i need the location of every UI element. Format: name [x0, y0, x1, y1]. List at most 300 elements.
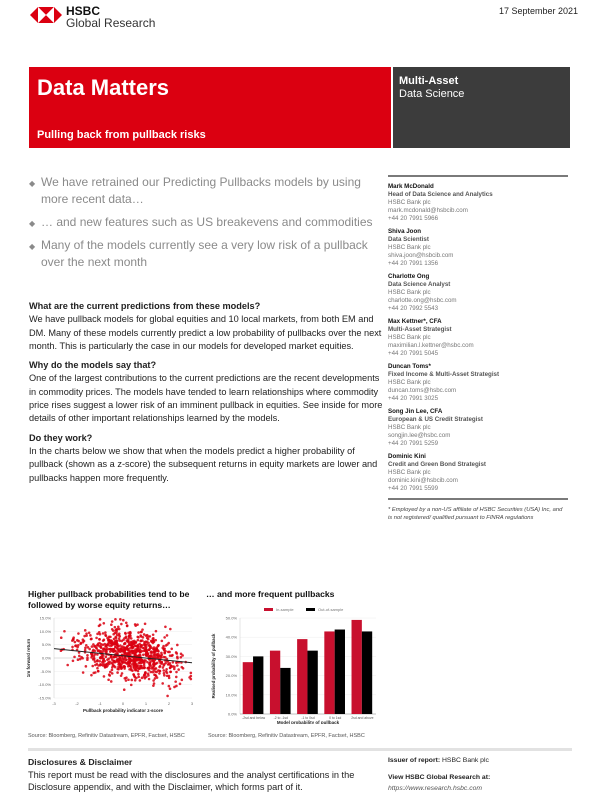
- y-tick-label: 10.0%: [225, 692, 237, 698]
- scatter-point: [139, 679, 142, 682]
- view-research-label: View HSBC Global Research at:: [388, 774, 491, 781]
- report-title: Data Matters: [37, 75, 170, 100]
- scatter-point: [175, 676, 178, 679]
- x-tick-label: 2sd and above: [351, 716, 374, 720]
- scatter-point: [118, 628, 121, 631]
- scatter-point: [152, 651, 155, 654]
- scatter-point: [99, 633, 102, 636]
- y-tick-label: 5.0%: [41, 642, 51, 648]
- scatter-point: [98, 638, 101, 641]
- analyst-sidebar: [388, 175, 568, 522]
- bar-out-of-sample: [335, 630, 345, 714]
- scatter-point: [135, 677, 138, 680]
- scatter-point: [159, 665, 162, 668]
- scatter-point: [88, 648, 91, 651]
- scatter-point: [175, 671, 178, 674]
- analyst-email-link[interactable]: charlotte.ong@hsbc.com: [388, 297, 457, 304]
- scatter-point: [167, 651, 170, 654]
- y-tick-label: 20.0%: [225, 673, 237, 679]
- analyst-card: [388, 183, 568, 223]
- scatter-point: [152, 662, 155, 665]
- scatter-point: [131, 645, 134, 648]
- scatter-point: [141, 647, 144, 650]
- scatter-point: [105, 655, 108, 658]
- scatter-point: [123, 688, 126, 691]
- scatter-point: [131, 669, 134, 672]
- brand-subtitle: Global Research: [66, 16, 156, 30]
- scatter-point: [120, 623, 123, 626]
- scatter-point: [71, 639, 74, 642]
- analyst-company: HSBC Bank plc: [388, 334, 431, 341]
- scatter-point: [114, 618, 117, 621]
- scatter-point: [102, 658, 105, 661]
- scatter-point: [148, 678, 151, 681]
- scatter-point: [125, 679, 128, 682]
- scatter-point: [128, 660, 131, 663]
- scatter-point: [103, 647, 106, 650]
- scatter-point: [133, 641, 136, 644]
- scatter-point: [60, 636, 63, 639]
- scatter-point: [111, 669, 114, 672]
- analyst-phone: +44 20 7991 1356: [388, 260, 439, 267]
- analyst-role: Multi-Asset Strategist: [388, 326, 452, 333]
- scatter-point: [136, 649, 139, 652]
- diamond-bullet-icon: ◆: [29, 242, 36, 251]
- scatter-point: [111, 642, 114, 645]
- legend-swatch: [264, 608, 273, 611]
- section-heading: What are the current predictions from these models?: [29, 301, 261, 311]
- scatter-point: [79, 658, 82, 661]
- scatter-point: [148, 648, 151, 651]
- analyst-card: [388, 318, 568, 358]
- brand-name: HSBC: [66, 4, 101, 18]
- scatter-point: [137, 676, 140, 679]
- scatter-point: [164, 625, 167, 628]
- scatter-point: [85, 665, 88, 668]
- scatter-point: [88, 631, 91, 634]
- scatter-point: [179, 683, 182, 686]
- y-tick-label: 0.0%: [227, 711, 237, 717]
- y-tick-label: -5.0%: [40, 668, 51, 674]
- scatter-point: [83, 635, 86, 638]
- scatter-point: [156, 662, 159, 665]
- scatter-point: [147, 672, 150, 675]
- bar-out-of-sample: [307, 651, 317, 714]
- scatter-point: [111, 620, 114, 623]
- bar-out-of-sample: [280, 668, 290, 714]
- scatter-point: [137, 636, 140, 639]
- analyst-name: Max Kettner*, CFA: [388, 318, 442, 325]
- analyst-company: HSBC Bank plc: [388, 424, 431, 431]
- scatter-point: [81, 657, 84, 660]
- scatter-point: [155, 667, 158, 670]
- research-url-link[interactable]: https://www.research.hsbc.com: [388, 785, 483, 792]
- scatter-chart: [22, 612, 197, 720]
- y-tick-label: 50.0%: [225, 615, 237, 621]
- scatter-point: [158, 670, 161, 673]
- divider: [388, 175, 568, 177]
- analyst-card: [388, 228, 568, 268]
- scatter-point: [93, 658, 96, 661]
- analyst-name: Song Jin Lee, CFA: [388, 408, 443, 415]
- scatter-point: [123, 665, 126, 668]
- scatter-point: [123, 667, 126, 670]
- scatter-point: [140, 631, 143, 634]
- scatter-point: [163, 663, 166, 666]
- scatter-point: [122, 619, 125, 622]
- category-label: Multi-Asset: [399, 75, 459, 87]
- analyst-phone: +44 20 7991 3025: [388, 395, 439, 402]
- scatter-point: [111, 666, 114, 669]
- scatter-point: [144, 622, 147, 625]
- bar-in-sample: [352, 620, 362, 714]
- scatter-point: [157, 644, 160, 647]
- key-point: ◆ … and new features such as US breakevens and commodities: [29, 214, 379, 231]
- report-subtitle: Pulling back from pullback risks: [37, 129, 206, 141]
- scatter-point: [120, 646, 123, 649]
- scatter-point: [86, 654, 89, 657]
- bar-in-sample: [243, 662, 253, 714]
- y-axis-label: 1m forward return: [26, 638, 31, 678]
- scatter-point: [109, 671, 112, 674]
- analyst-email-link[interactable]: dominic.kini@hsbcib.com: [388, 477, 458, 484]
- scatter-point: [97, 670, 100, 673]
- scatter-point: [152, 684, 155, 687]
- scatter-point: [82, 638, 85, 641]
- scatter-point: [85, 644, 88, 647]
- scatter-point: [130, 667, 133, 670]
- scatter-point: [99, 618, 102, 621]
- scatter-point: [115, 632, 118, 635]
- scatter-point: [157, 649, 160, 652]
- scatter-point: [190, 672, 193, 675]
- scatter-point: [74, 641, 77, 644]
- x-axis-label: Model probability of pullback: [276, 720, 340, 724]
- analyst-company: HSBC Bank plc: [388, 289, 431, 296]
- scatter-point: [176, 664, 179, 667]
- scatter-point: [102, 622, 105, 625]
- scatter-point: [116, 643, 119, 646]
- divider: [388, 498, 568, 500]
- analyst-role: Data Science Analyst: [388, 281, 451, 288]
- scatter-point: [155, 630, 158, 633]
- scatter-point: [123, 646, 126, 649]
- analyst-card: [388, 363, 568, 403]
- scatter-point: [71, 646, 74, 649]
- scatter-point: [96, 667, 99, 670]
- scatter-point: [107, 657, 110, 660]
- title-banner: [29, 67, 391, 148]
- diamond-bullet-icon: ◆: [29, 219, 36, 228]
- scatter-point: [146, 637, 149, 640]
- x-tick-label: -3: [52, 701, 56, 706]
- scatter-point: [94, 664, 97, 667]
- scatter-point: [101, 656, 104, 659]
- scatter-point: [137, 639, 140, 642]
- scatter-point: [166, 643, 169, 646]
- scatter-point: [161, 640, 164, 643]
- scatter-point: [95, 647, 98, 650]
- scatter-point: [102, 662, 105, 665]
- scatter-point: [162, 666, 165, 669]
- section-paragraph: One of the largest contributions to the current predictions are the recent developments in commodity prices. The models have tended to learn relationships where commodity price rises suggest a lower risk of an imminent pullback in equities. See inside for more details of other important relationships learned by the models.: [29, 373, 383, 424]
- scatter-point: [102, 643, 105, 646]
- scatter-point: [84, 629, 87, 632]
- scatter-point: [129, 665, 132, 668]
- scatter-point: [95, 637, 98, 640]
- scatter-point: [116, 668, 119, 671]
- scatter-point: [169, 628, 172, 631]
- scatter-point: [112, 650, 115, 653]
- scatter-point: [166, 674, 169, 677]
- analyst-phone: +44 20 7991 5966: [388, 215, 439, 222]
- scatter-point: [66, 664, 69, 667]
- scatter-point: [120, 650, 123, 653]
- scatter-point: [139, 634, 142, 637]
- bar-out-of-sample: [362, 631, 372, 714]
- x-axis-label: Pullback probability indicator z-score: [82, 708, 164, 713]
- scatter-point: [122, 657, 125, 660]
- scatter-point: [176, 657, 179, 660]
- scatter-point: [135, 657, 138, 660]
- scatter-point: [126, 624, 129, 627]
- scatter-point: [146, 661, 149, 664]
- scatter-point: [177, 668, 180, 671]
- scatter-point: [91, 645, 94, 648]
- scatter-point: [145, 676, 148, 679]
- scatter-point: [108, 641, 111, 644]
- scatter-point: [108, 660, 111, 663]
- scatter-point: [127, 632, 130, 635]
- x-tick-label: -2: [75, 701, 79, 706]
- scatter-point: [148, 667, 151, 670]
- analyst-email-link[interactable]: shiva.joon@hsbcib.com: [388, 252, 454, 259]
- scatter-point: [115, 628, 118, 631]
- analyst-card: [388, 453, 568, 493]
- scatter-point: [152, 669, 155, 672]
- scatter-point: [96, 659, 99, 662]
- scatter-point: [73, 656, 76, 659]
- scatter-point: [115, 636, 118, 639]
- y-tick-label: -10.0%: [38, 682, 51, 688]
- body-text: [29, 300, 385, 491]
- scatter-point: [103, 675, 106, 678]
- scatter-point: [126, 645, 129, 648]
- scatter-point: [102, 639, 105, 642]
- scatter-point: [118, 639, 121, 642]
- scatter-point: [182, 667, 185, 670]
- scatter-point: [165, 670, 168, 673]
- scatter-point: [112, 629, 115, 632]
- scatter-point: [78, 655, 81, 658]
- scatter-point: [90, 674, 93, 677]
- scatter-point: [123, 643, 126, 646]
- scatter-point: [152, 637, 155, 640]
- scatter-point: [129, 635, 132, 638]
- scatter-point: [154, 677, 157, 680]
- analyst-role: European & US Credit Strategist: [388, 416, 483, 423]
- scatter-point: [139, 645, 142, 648]
- analyst-company: HSBC Bank plc: [388, 244, 431, 251]
- scatter-point: [104, 631, 107, 634]
- scatter-point: [77, 632, 80, 635]
- analyst-card: [388, 273, 568, 313]
- scatter-point: [120, 666, 123, 669]
- y-axis-label: Realised probability of pullback: [211, 633, 216, 699]
- x-tick-label: -2sd and below: [242, 716, 266, 720]
- x-tick-label: 0: [121, 701, 125, 706]
- y-tick-label: -15.0%: [38, 695, 51, 701]
- scatter-point: [94, 671, 97, 674]
- x-tick-label: 1: [144, 701, 148, 706]
- scatter-point: [176, 644, 179, 647]
- scatter-point: [146, 634, 149, 637]
- analyst-email-link[interactable]: maximilian.l.kettner@hsbc.com: [388, 342, 474, 349]
- scatter-point: [114, 626, 117, 629]
- scatter-point: [150, 640, 153, 643]
- bar-chart: [204, 604, 384, 724]
- x-tick-label: -1 to 0sd: [301, 716, 315, 720]
- y-tick-label: 15.0%: [39, 615, 51, 621]
- category-banner: [393, 67, 570, 148]
- scatter-point: [169, 664, 172, 667]
- bar-chart-source: Source: Bloomberg, Refinitiv Datastream, EPFR, Factset, HSBC: [208, 733, 365, 739]
- scatter-point: [94, 645, 97, 648]
- bar-in-sample: [297, 639, 307, 714]
- diamond-bullet-icon: ◆: [29, 179, 36, 188]
- scatter-point: [188, 676, 191, 679]
- bar-out-of-sample: [253, 656, 263, 714]
- scatter-point: [153, 648, 156, 651]
- scatter-point: [109, 648, 112, 651]
- analyst-company: HSBC Bank plc: [388, 199, 431, 206]
- scatter-point: [89, 634, 92, 637]
- scatter-point: [167, 663, 170, 666]
- scatter-point: [162, 669, 165, 672]
- scatter-point: [110, 680, 113, 683]
- scatter-point: [163, 636, 166, 639]
- analyst-email-link[interactable]: duncan.toms@hsbc.com: [388, 387, 457, 394]
- scatter-point: [97, 664, 100, 667]
- scatter-point: [154, 655, 157, 658]
- scatter-point: [142, 636, 145, 639]
- analyst-name: Shiva Joon: [388, 228, 422, 235]
- scatter-point: [109, 650, 112, 653]
- scatter-point: [134, 660, 137, 663]
- scatter-point: [131, 643, 134, 646]
- scatter-point: [168, 677, 171, 680]
- scatter-point: [174, 680, 177, 683]
- x-tick-label: -1: [98, 701, 102, 706]
- scatter-point: [139, 662, 142, 665]
- scatter-point: [175, 685, 178, 688]
- scatter-point: [143, 633, 146, 636]
- scatter-point: [134, 664, 137, 667]
- scatter-point: [137, 673, 140, 676]
- scatter-point: [169, 687, 172, 690]
- scatter-point: [133, 675, 136, 678]
- scatter-point: [116, 659, 119, 662]
- hsbc-logo: [30, 4, 190, 34]
- analyst-company: HSBC Bank plc: [388, 379, 431, 386]
- scatter-point: [149, 655, 152, 658]
- key-point: ◆ Many of the models currently see a very low risk of a pullback over the next month: [29, 238, 368, 269]
- scatter-point: [106, 664, 109, 667]
- analyst-name: Duncan Toms*: [388, 363, 431, 370]
- analyst-phone: +44 20 7991 5599: [388, 485, 439, 492]
- scatter-point: [154, 674, 157, 677]
- scatter-point: [166, 695, 169, 698]
- scatter-point: [115, 652, 118, 655]
- disclosure-heading: Disclosures & Disclaimer: [28, 757, 133, 767]
- section-paragraph: We have pullback models for global equities and 10 local markets, from both EM and DM. Many of these models currently predict a low probability of pullbacks over the next month. This is particularly the case in our models for developed market equities.: [29, 314, 382, 351]
- scatter-point: [149, 663, 152, 666]
- scatter-point: [98, 660, 101, 663]
- scatter-point: [146, 643, 149, 646]
- scatter-point: [127, 638, 130, 641]
- analyst-role: Credit and Green Bond Strategist: [388, 461, 486, 468]
- scatter-point: [142, 653, 145, 656]
- scatter-point: [125, 621, 128, 624]
- scatter-point: [170, 647, 173, 650]
- scatter-point: [181, 679, 184, 682]
- scatter-point: [132, 651, 135, 654]
- report-date: 17 September 2021: [498, 6, 578, 16]
- scatter-point: [63, 630, 66, 633]
- section-paragraph: In the charts below we show that when the models predict a higher probability of pullback (shown as a z-score) the subsequent returns in equity markets are lower and pullbacks happen more frequently.: [29, 445, 378, 483]
- scatter-point: [90, 638, 93, 641]
- scatter-point: [160, 652, 163, 655]
- scatter-point: [109, 636, 112, 639]
- analyst-card: [388, 408, 568, 448]
- bar-chart-title: … and more frequent pullbacks: [206, 589, 335, 599]
- scatter-point: [114, 666, 117, 669]
- scatter-point: [123, 637, 126, 640]
- scatter-point: [169, 670, 172, 673]
- section-heading: Do they work?: [29, 432, 93, 443]
- scatter-point: [105, 644, 108, 647]
- scatter-point: [180, 656, 183, 659]
- scatter-point: [86, 658, 89, 661]
- bar-in-sample: [270, 651, 280, 714]
- scatter-point: [169, 654, 172, 657]
- scatter-point: [144, 650, 147, 653]
- scatter-point: [180, 653, 183, 656]
- scatter-point: [120, 674, 123, 677]
- scatter-point: [163, 672, 166, 675]
- key-points: [29, 174, 379, 277]
- analyst-company: HSBC Bank plc: [388, 469, 431, 476]
- scatter-point: [110, 656, 113, 659]
- scatter-point: [72, 659, 75, 662]
- scatter-point: [111, 658, 114, 661]
- scatter-point: [130, 684, 133, 687]
- scatter-point: [152, 633, 155, 636]
- scatter-point: [136, 623, 139, 626]
- scatter-point: [123, 649, 126, 652]
- scatter-point: [142, 667, 145, 670]
- analyst-name: Charlotte Ong: [388, 273, 430, 280]
- scatter-point: [127, 648, 130, 651]
- analyst-email-link[interactable]: mark.mcdonald@hsbcib.com: [388, 207, 468, 214]
- scatter-point: [173, 668, 176, 671]
- scatter-point: [104, 634, 107, 637]
- scatter-point: [128, 654, 131, 657]
- scatter-point: [135, 669, 138, 672]
- scatter-point: [137, 646, 140, 649]
- analyst-phone: +44 20 7991 5045: [388, 350, 439, 357]
- analyst-email-link[interactable]: songjin.lee@hsbc.com: [388, 432, 451, 439]
